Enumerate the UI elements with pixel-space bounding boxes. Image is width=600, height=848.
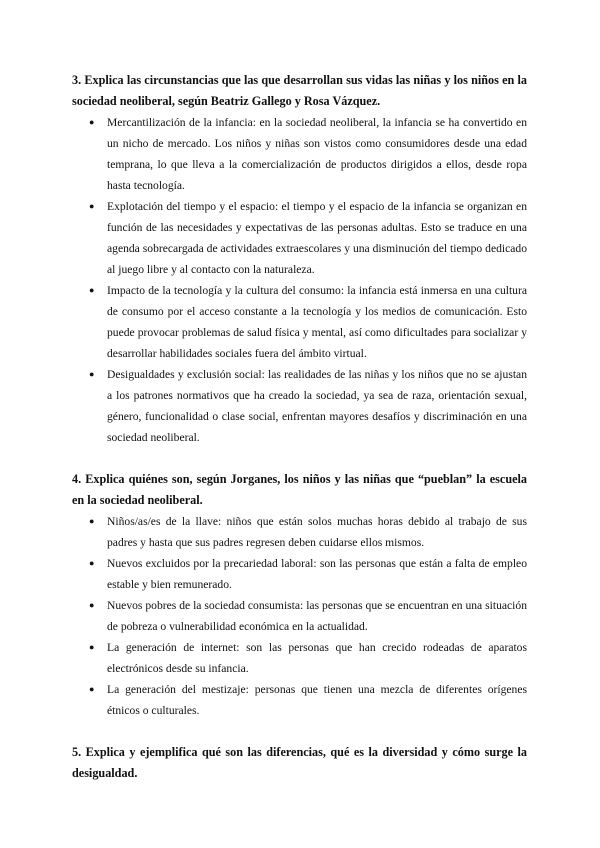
bullet-icon: ● [89, 117, 95, 127]
bullet-icon: ● [89, 684, 95, 694]
bullet-icon: ● [89, 516, 95, 526]
question-5-heading: 5. Explica y ejemplifica qué son las diferencias, qué es la diversidad y cómo surge la desigualdad. [72, 745, 527, 780]
list-item: ● La generación de internet: son las personas que han crecido rodeadas de aparatos electrónicos desde su infancia. [107, 637, 527, 679]
question-4-list [72, 511, 527, 721]
list-item: ● Nuevos excluidos por la precariedad laboral: son las personas que están a falta de empleo estable y bien remunerado. [107, 553, 527, 595]
bullet-icon: ● [89, 201, 95, 211]
question-3-heading: 3. Explica las circunstancias que las que desarrollan sus vidas las niñas y los niños en la sociedad neoliberal, según Beatriz Gallego y Rosa Vázquez. [72, 73, 527, 108]
bullet-icon: ● [89, 285, 95, 295]
list-item: ● Nuevos pobres de la sociedad consumista: las personas que se encuentran en una situación de pobreza o vulnerabilidad económica en la actualidad. [107, 595, 527, 637]
list-item: ● Explotación del tiempo y el espacio: el tiempo y el espacio de la infancia se organizan en función de las necesidades y expectativas de las personas adultas. Esto se traduce en una agenda sobrecargada de actividades extraescolares y una disminución del tiempo dedicado al juego libre y al contacto con la naturaleza. [107, 196, 527, 280]
bullet-icon: ● [89, 600, 95, 610]
list-item: ● Impacto de la tecnología y la cultura del consumo: la infancia está inmersa en una cultura de consumo por el acceso constante a la tecnología y los medios de comunicación. Esto puede provocar problemas de salud física y mental, así como dificultades para socializar y desarrollar habilidades sociales fuera del ámbito virtual. [107, 280, 527, 364]
list-item: ● Mercantilización de la infancia: en la sociedad neoliberal, la infancia se ha convertido en un nicho de mercado. Los niños y niñas son vistos como consumidores desde una edad temprana, lo que lleva a la comercialización de productos dirigidos a ellos, desde ropa hasta tecnología. [107, 112, 527, 196]
bullet-icon: ● [89, 369, 95, 379]
question-4-heading: 4. Explica quiénes son, según Jorganes, los niños y las niñas que “pueblan” la escuela en la sociedad neoliberal. [72, 472, 527, 507]
question-3-list [72, 112, 527, 448]
bullet-icon: ● [89, 642, 95, 652]
list-item: ● Desigualdades y exclusión social: las realidades de las niñas y los niños que no se ajustan a los patrones normativos que ha creado la sociedad, ya sea de raza, orientación sexual, género, funcionalidad o clase social, enfrentan mayores desafíos y discriminación en una sociedad neoliberal. [107, 364, 527, 448]
list-item: ● La generación del mestizaje: personas que tienen una mezcla de diferentes orígenes étnicos o culturales. [107, 679, 527, 721]
bullet-icon: ● [89, 558, 95, 568]
list-item: ● Niños/as/es de la llave: niños que están solos muchas horas debido al trabajo de sus padres y hasta que sus padres regresen deben cuidarse ellos mismos. [107, 511, 527, 553]
document-page [72, 70, 527, 784]
